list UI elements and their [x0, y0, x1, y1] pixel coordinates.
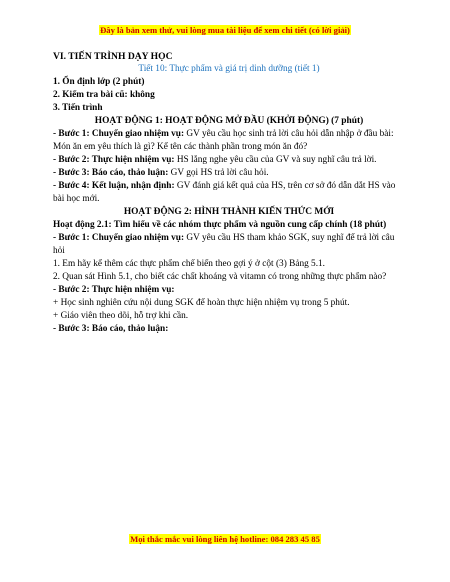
activity2-step3-label: - Bước 3: Báo cáo, thảo luận: [53, 324, 169, 334]
preview-banner [0, 25, 450, 35]
activity1-step4 [53, 180, 405, 206]
step-label: - Bước 1: Chuyển giao nhiệm vụ: [53, 233, 185, 243]
step-label: - Bước 4: Kết luận, nhận định: [53, 181, 175, 191]
hotline-banner [0, 534, 450, 544]
step-text: GV yêu cầu học sinh trả lời câu hỏi dẫn nhập ở đầu bài: Món ăn em yêu thích là gì? Kể tên các thành phần trong món ăn đó? [53, 129, 394, 152]
activity1-step3 [53, 167, 405, 180]
step-text: HS lắng nghe yêu cầu của GV và suy nghĩ câu trả lời. [174, 155, 377, 165]
item-check: 2. Kiểm tra bài cũ: không [53, 90, 155, 100]
document-body [53, 50, 405, 336]
question-2: 2. Quan sát Hình 5.1, cho biết các chất khoáng và vitamn có trong những thực phẩm nào? [53, 272, 387, 282]
activity2-step1 [53, 232, 405, 258]
activity2-step2-label: - Bước 2: Thực hiện nhiệm vụ: [53, 285, 175, 295]
step-text: GV đánh giá kết quả của HS, trên cơ sở đó dẫn dắt HS vào bài học mới. [53, 181, 396, 204]
activity2-step2-line1: + Học sinh nghiên cứu nội dung SGK để hoàn thực hiện nhiệm vụ trong 5 phút. [53, 298, 350, 308]
lesson-title: Tiết 10: Thực phẩm và giá trị dinh dưỡng (tiết 1) [138, 64, 320, 74]
step-label: - Bước 1: Chuyển giao nhiệm vụ: [53, 129, 185, 139]
activity2-sub-heading: Hoạt động 2.1: Tìm hiểu về các nhóm thực phẩm và nguồn cung cấp chính (18 phút) [53, 220, 387, 230]
preview-banner-text: Đây là bản xem thử, vui lòng mua tài liệu để xem chi tiết (có lời giải) [100, 25, 350, 35]
hotline-banner-text: Mọi thắc mắc vui lòng liên hệ hotline: 084 283 45 85 [130, 534, 320, 544]
section-title: VI. TIẾN TRÌNH DẠY HỌC [53, 51, 173, 62]
activity1-heading: HOẠT ĐỘNG 1: HOẠT ĐỘNG MỞ ĐẦU (KHỞI ĐỘNG) (7 phút) [94, 116, 364, 126]
activity1-step1 [53, 128, 405, 154]
activity2-heading: HOẠT ĐỘNG 2: HÌNH THÀNH KIẾN THỨC MỚI [123, 207, 335, 217]
item-stabilize: 1. Ổn định lớp (2 phút) [53, 77, 145, 87]
step-label: - Bước 3: Báo cáo, thảo luận: [53, 168, 169, 178]
activity2-step2-line2: + Giáo viên theo dõi, hỗ trợ khi cần. [53, 311, 189, 321]
step-text: GV gọi HS trả lời câu hỏi. [168, 168, 269, 178]
step-text: GV yêu cầu HS tham khảo SGK, suy nghĩ để trả lời câu hỏi [53, 233, 395, 256]
activity1-step2 [53, 154, 405, 167]
item-process: 3. Tiến trình [53, 103, 103, 113]
step-label: - Bước 2: Thực hiện nhiệm vụ: [53, 155, 175, 165]
question-1: 1. Em hãy kể thêm các thực phẩm chế biến theo gợi ý ở cột (3) Bảng 5.1. [53, 259, 326, 269]
